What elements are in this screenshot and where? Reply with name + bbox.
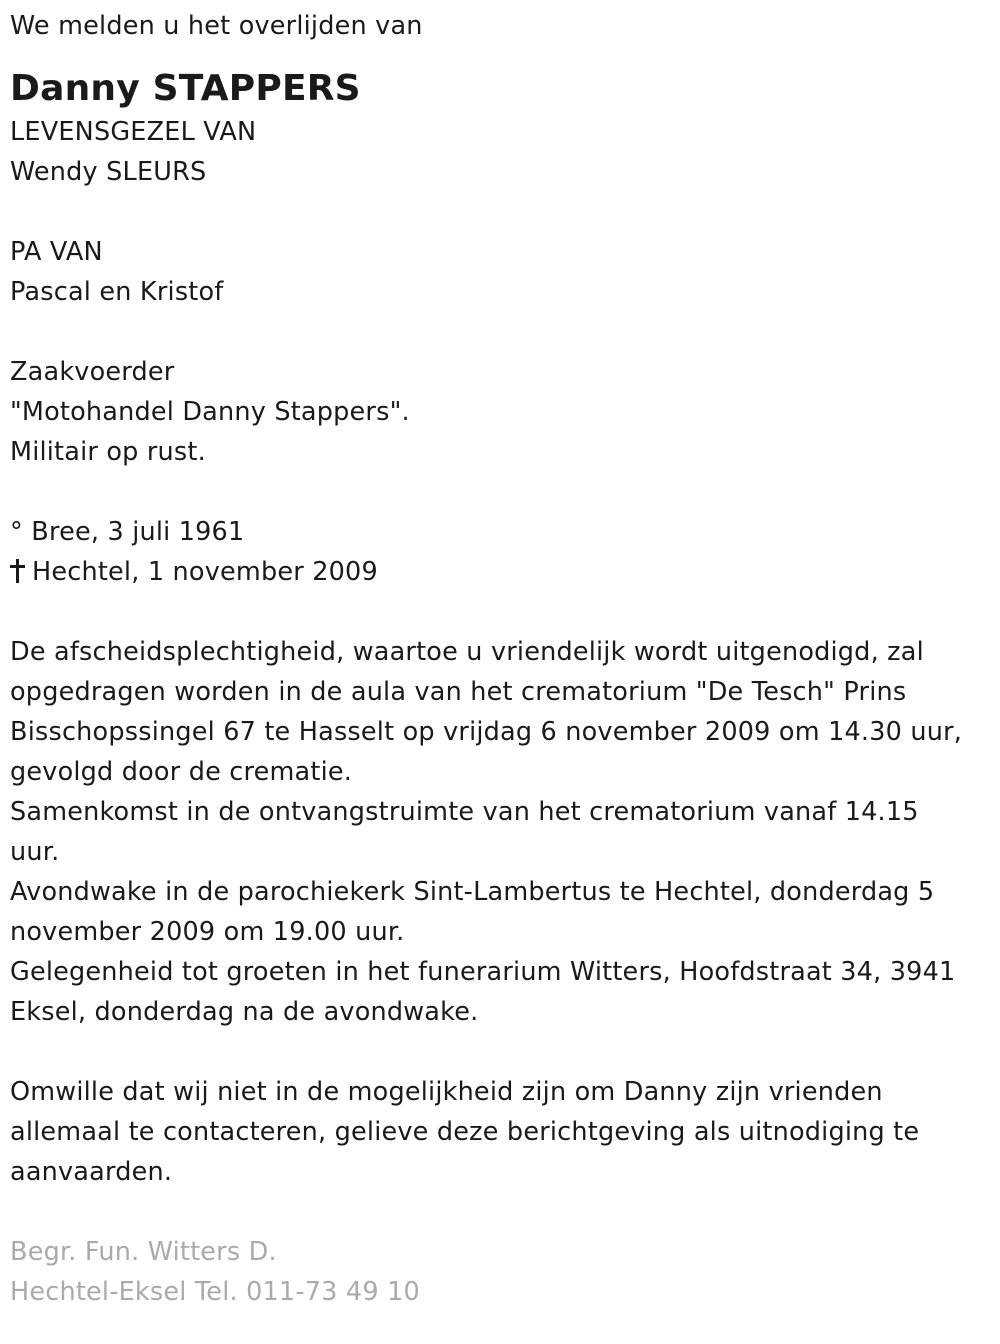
spacer: [10, 46, 1000, 66]
ceremony-line: Bisschopssingel 67 te Hasselt op vrijdag 6 november 2009 om 14.30 uur,: [10, 717, 963, 747]
ceremony-line: opgedragen worden in de aula van het crematorium "De Tesch" Prins: [10, 677, 907, 707]
spacer: [10, 1192, 1000, 1232]
spacer: [10, 192, 1000, 232]
ceremony-line: Samenkomst in de ontvangstruimte van het crematorium vanaf 14.15: [10, 797, 919, 827]
spacer: [10, 592, 1000, 632]
ceremony-line: Avondwake in de parochiekerk Sint-Lambertus te Hechtel, donderdag 5: [10, 877, 935, 907]
occupation-line: "Motohandel Danny Stappers".: [10, 397, 410, 427]
ceremony-line: De afscheidsplechtigheid, waartoe u vriendelijk wordt uitgenodigd, zal: [10, 637, 924, 667]
cross-icon: [10, 559, 24, 583]
ceremony-line: Eksel, donderdag na de avondwake.: [10, 997, 479, 1027]
partner-label: LEVENSGEZEL VAN: [10, 117, 257, 147]
funeral-home-contact: Hechtel-Eksel Tel. 011-73 49 10: [10, 1277, 420, 1307]
ceremony-line: uur.: [10, 837, 60, 867]
funeral-home-name: Begr. Fun. Witters D.: [10, 1237, 277, 1267]
death-text: Hechtel, 1 november 2009: [32, 557, 378, 587]
ceremony-line: gevolgd door de crematie.: [10, 757, 353, 787]
children-label: PA VAN: [10, 237, 103, 267]
children-names: Pascal en Kristof: [10, 277, 224, 307]
note-line: allemaal te contacteren, gelieve deze berichtgeving als uitnodiging te: [10, 1117, 920, 1147]
deceased-name: Danny STAPPERS: [10, 68, 361, 109]
ceremony-line: november 2009 om 19.00 uur.: [10, 917, 405, 947]
spacer: [10, 312, 1000, 352]
spacer: [10, 1032, 1000, 1072]
note-line: aanvaarden.: [10, 1157, 173, 1187]
note-line: Omwille dat wij niet in de mogelijkheid zijn om Danny zijn vrienden: [10, 1077, 883, 1107]
partner-name: Wendy SLEURS: [10, 157, 207, 187]
intro-text: We melden u het overlijden van: [10, 11, 423, 41]
occupation-line: Zaakvoerder: [10, 357, 175, 387]
ceremony-line: Gelegenheid tot groeten in het funerarium Witters, Hoofdstraat 34, 3941: [10, 957, 956, 987]
birth-info: ° Bree, 3 juli 1961: [10, 517, 245, 547]
occupation-line: Militair op rust.: [10, 437, 206, 467]
spacer: [10, 472, 1000, 512]
death-info: [10, 552, 1000, 592]
